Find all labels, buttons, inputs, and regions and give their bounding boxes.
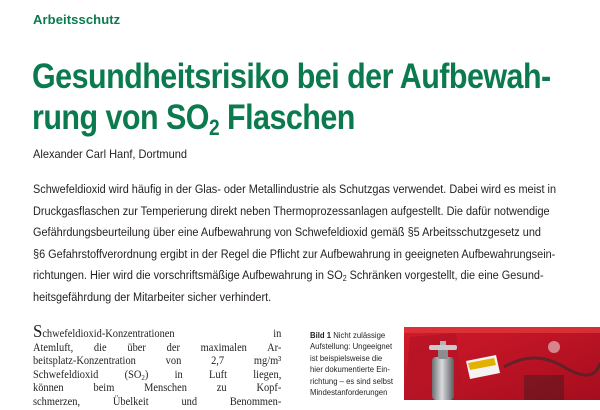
body-column: [33, 321, 282, 410]
caption-line: hier dokumentierte Ein-: [310, 364, 390, 375]
lead-line: [33, 265, 561, 287]
gas-cylinder-photo: [404, 327, 600, 400]
figure-label: Bild 1: [310, 330, 332, 340]
caption-line: richtung – es sind selbst: [310, 375, 393, 386]
caption-line: ist beispielsweise die: [310, 352, 383, 363]
lead-line: Druckgasflaschen zur Temperierung direkt neben Thermoprozessanlagen aufgestellt. Die dafür notwendige: [33, 203, 550, 218]
title-line-1: Gesundheitsrisiko bei der Aufbewah-: [32, 57, 551, 96]
caption-line-1-rest: Nicht zulässige: [331, 330, 386, 340]
caption-line: Aufstellung: Ungeeignet: [310, 341, 393, 352]
lead-line-5-start: richtungen. Hier wird die vorschriftsmäßige Aufbewahrung in SO: [33, 268, 343, 283]
figure-caption: [310, 330, 409, 398]
title-line-2: [32, 97, 519, 138]
author-byline: Alexander Carl Hanf, Dortmund: [33, 147, 188, 161]
body-line-4-start: Schwefeldioxid (SO: [33, 368, 142, 381]
body-line: beitsplatz-Konzentration von 2,7 mg/m³: [33, 355, 282, 368]
caption-line: [310, 330, 409, 341]
body-subscript: 2: [141, 372, 145, 382]
lead-paragraph: [33, 179, 561, 309]
lead-line: §6 Gefahrstoffverordnung ergibt in der Regel die Pflicht zur Aufbewahrung in geeigneten Aufbewahrungsein-: [33, 246, 556, 261]
section-label: Arbeitsschutz: [33, 12, 121, 27]
body-line: Atemluft, die über der maximalen Ar-: [33, 341, 282, 354]
lead-line: Schwefeldioxid wird häufig in der Glas- oder Metallindustrie als Schutzgas verwendet. Dabei wird es meist in: [33, 182, 557, 196]
lead-subscript: 2: [342, 274, 347, 284]
lead-line-5-end: Schränken vorgestellt, die eine Gesund-: [346, 268, 544, 283]
title-subscript: 2: [208, 115, 220, 140]
body-line: Schwefeldioxid-Konzentrationen in: [33, 321, 282, 341]
figure-photo: [404, 327, 600, 400]
body-line: können beim Menschen zu Kopf-: [33, 382, 282, 395]
body-line: schmerzen, Übelkeit und Benommen-: [33, 395, 282, 408]
article-title: [32, 56, 551, 140]
cylinder-valve-icon: [429, 341, 457, 400]
title-line-2-start: rung von SO: [32, 98, 209, 137]
lead-line: Gefährdungsbeurteilung über eine Aufbewahrung von Schwefeldioxid gemäß §5 Arbeitsschutzgesetz und: [33, 225, 541, 240]
title-line-2-end: Flaschen: [219, 98, 355, 137]
body-line-4-end: ) in Luft liegen,: [144, 368, 282, 381]
body-line: [33, 369, 281, 383]
lead-line: heitsgefährdung der Mitarbeiter sicher verhindert.: [33, 289, 272, 304]
caption-line: Mindestanforderungen: [310, 387, 388, 398]
